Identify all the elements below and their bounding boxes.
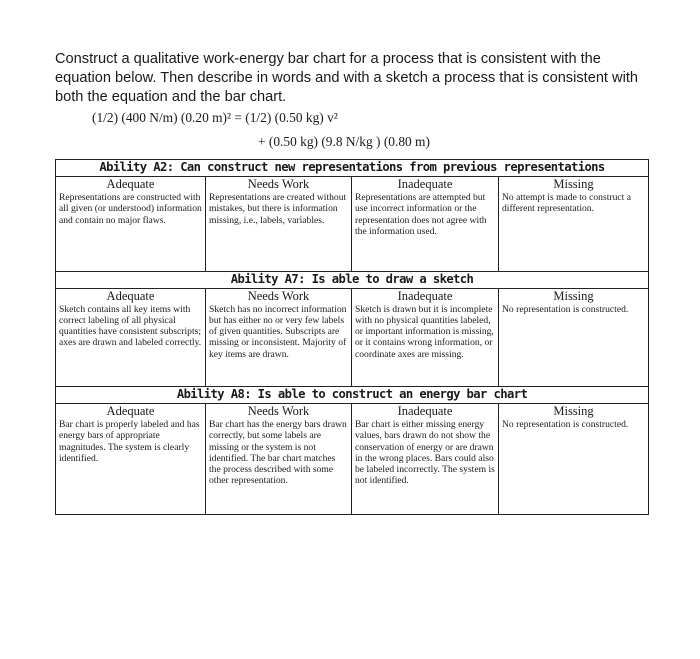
a8-adequate-cell: Bar chart is properly labeled and has energy bars of appropriate magnitudes. The system is clearly identified.	[56, 418, 206, 514]
header-adequate: Adequate	[56, 177, 206, 192]
a2-inadequate-cell: Representations are attempted but use incorrect information or the representation does not agree with the information used.	[352, 191, 499, 271]
a2-needs-work-cell: Representations are created without mistakes, but there is information missing, i.e., labels, variables.	[206, 191, 352, 271]
rubric-section-title-row	[56, 271, 649, 288]
header-needs-work: Needs Work	[206, 288, 352, 303]
header-missing: Missing	[499, 288, 649, 303]
rubric-criteria-row	[56, 303, 649, 387]
section-a2-title: Ability A2: Can construct new representations from previous representations	[56, 160, 649, 177]
equation-line-2: + (0.50 kg) (9.8 N/kg ) (0.80 m)	[258, 134, 430, 149]
header-adequate: Adequate	[56, 404, 206, 419]
a2-missing-cell: No attempt is made to construct a different representation.	[499, 191, 649, 271]
rubric-section-title-row	[56, 160, 649, 177]
section-a7-title: Ability A7: Is able to draw a sketch	[56, 271, 649, 288]
a7-adequate-cell: Sketch contains all key items with correct labeling of all physical quantities have consistent subscripts; axes are drawn and labeled correctly.	[56, 303, 206, 387]
rubric-section-title-row	[56, 387, 649, 404]
a8-missing-cell: No representation is constructed.	[499, 418, 649, 514]
header-inadequate: Inadequate	[352, 404, 499, 419]
a8-inadequate-cell: Bar chart is either missing energy values, bars drawn do not show the conservation of energy or are drawn in the wrong places. Bars could also be labeled incorrectly. The system is not identified.	[352, 418, 499, 514]
rubric-criteria-row	[56, 418, 649, 514]
header-needs-work: Needs Work	[206, 177, 352, 192]
rubric-header-row	[56, 288, 649, 303]
header-missing: Missing	[499, 177, 649, 192]
question-prompt: Construct a qualitative work-energy bar chart for a process that is consistent with the equation below. Then describe in words and with a sketch a process that is consistent with both the equation and the bar chart.	[55, 51, 638, 105]
equation-line-1: (1/2) (400 N/m) (0.20 m)² = (1/2) (0.50 kg) v²	[92, 110, 338, 125]
header-adequate: Adequate	[56, 288, 206, 303]
a7-needs-work-cell: Sketch has no incorrect information but has either no or very few labels of given quantities. Subscripts are missing or inconsistent. Majority of key items are drawn.	[206, 303, 352, 387]
header-inadequate: Inadequate	[352, 288, 499, 303]
rubric-table	[55, 159, 649, 515]
section-a8-title: Ability A8: Is able to construct an energy bar chart	[56, 387, 649, 404]
rubric-header-row	[56, 177, 649, 192]
header-missing: Missing	[499, 404, 649, 419]
a7-missing-cell: No representation is constructed.	[499, 303, 649, 387]
a7-inadequate-cell: Sketch is drawn but it is incomplete with no physical quantities labeled, or important information is missing, or it contains wrong information, or coordinate axes are missing.	[352, 303, 499, 387]
a2-adequate-cell: Representations are constructed with all given (or understood) information and contain no major flaws.	[56, 191, 206, 271]
header-inadequate: Inadequate	[352, 177, 499, 192]
rubric-criteria-row	[56, 191, 649, 271]
header-needs-work: Needs Work	[206, 404, 352, 419]
rubric-header-row	[56, 404, 649, 419]
a8-needs-work-cell: Bar chart has the energy bars drawn correctly, but some labels are missing or the system is not identified. The bar chart matches the process described with some other representation.	[206, 418, 352, 514]
